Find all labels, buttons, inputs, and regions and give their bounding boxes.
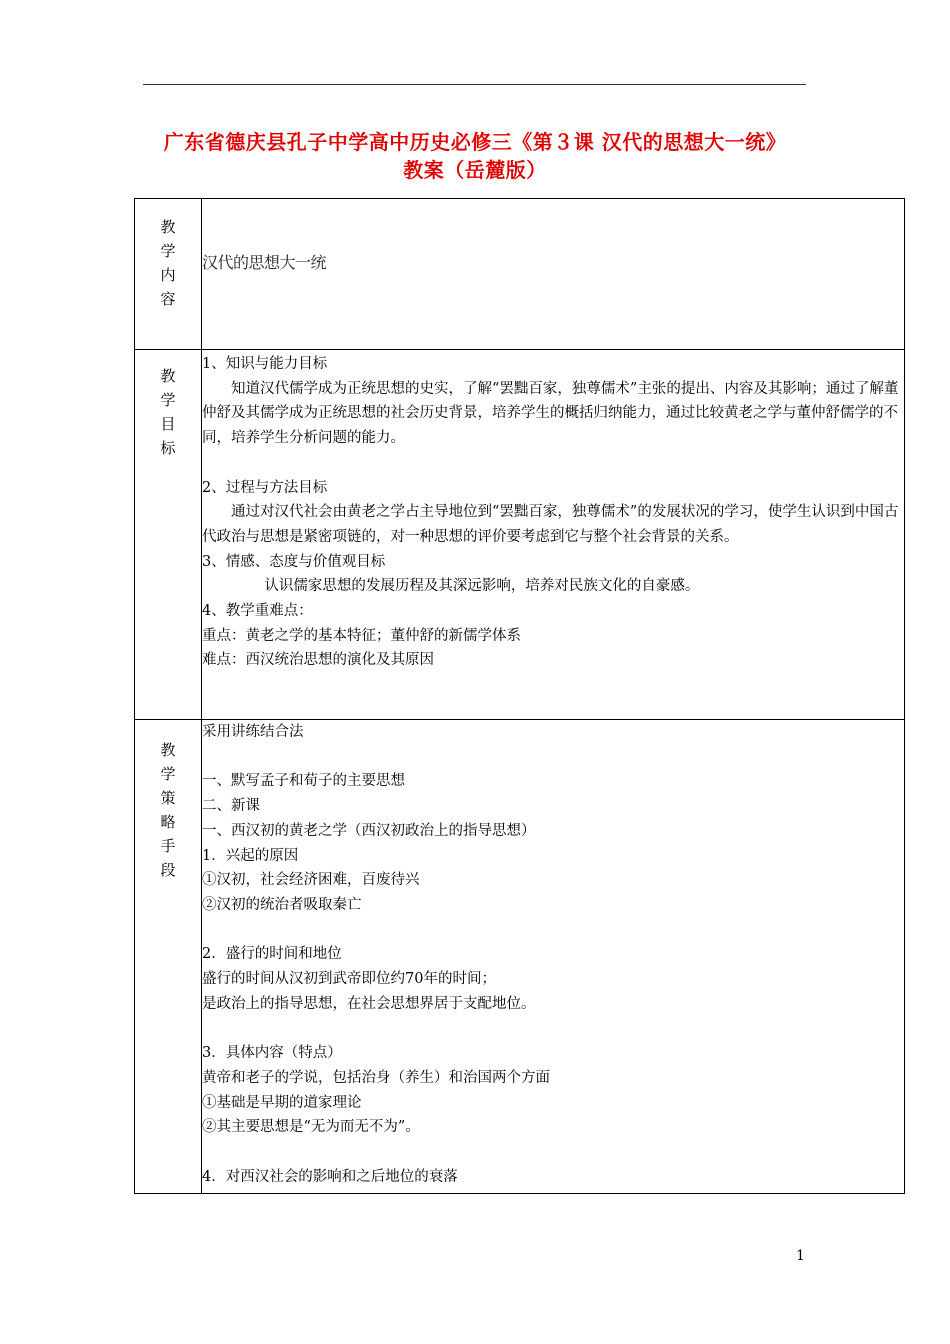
strategy-method: 采用讲练结合法 [202, 724, 304, 740]
strategy-point: 黄帝和老子的学说，包括治身（养生）和治国两个方面 [202, 1069, 550, 1086]
row-teaching-content [135, 199, 905, 350]
row-teaching-goals [135, 350, 905, 720]
strategy-subheading: 2．盛行的时间和地位 [202, 946, 342, 963]
goal-heading-process: 2、过程与方法目标 [202, 479, 328, 496]
label-char: 教 [160, 367, 176, 385]
document-title-line2: 教案（岳麓版） [403, 158, 547, 182]
strategy-point: ②汉初的统治者吸取秦亡 [202, 896, 362, 913]
label-char: 段 [160, 861, 176, 879]
strategy-point: 盛行的时间从汉初到武帝即位约70年的时间； [202, 971, 496, 987]
label-char: 手 [160, 837, 176, 855]
label-char: 标 [160, 439, 176, 457]
cell-teaching-strategy [202, 720, 905, 1194]
label-char: 容 [160, 290, 176, 308]
label-char: 内 [160, 266, 176, 284]
strategy-subheading: 1．兴起的原因 [202, 847, 299, 864]
cell-teaching-goals [202, 350, 905, 720]
label-teaching-strategy [135, 720, 202, 1194]
page-number: 1 [796, 1248, 805, 1264]
goal-process-text: 通过对汉代社会由黄老之学占主导地位到“罢黜百家，独尊儒术”的发展状况的学习，使学生认识到中国古代政治与思想是紧密项链的，对一种思想的评价要考虑到它与整个社会背景的关系。 [202, 504, 899, 545]
strategy-subheading: 3．具体内容（特点） [202, 1045, 342, 1062]
label-teaching-goals [135, 350, 202, 720]
label-char: 目 [160, 415, 176, 433]
goal-difficult-point: 难点：西汉统治思想的演化及其原因 [202, 652, 434, 669]
content-topic: 汉代的思想大一统 [202, 253, 327, 272]
goal-knowledge-text: 知道汉代儒学成为正统思想的史实，了解“罢黜百家，独尊儒术”主张的提出、内容及其影响；通过了解董仲舒及其儒学成为正统思想的社会历史背景，培养学生的概括归纳能力，通过比较黄老之学与董仲舒儒学的不同，培养学生分析问题的能力。 [202, 380, 899, 447]
strategy-point: ①基础是早期的道家理论 [202, 1094, 362, 1111]
strategy-point: ①汉初，社会经济困难，百废待兴 [202, 872, 420, 889]
label-teaching-content [135, 199, 202, 350]
goal-key-point: 重点：黄老之学的基本特征；董仲舒的新儒学体系 [202, 627, 521, 644]
label-char: 学 [160, 242, 176, 260]
goal-emotion-text: 认识儒家思想的发展历程及其深远影响，培养对民族文化的自豪感。 [264, 578, 700, 595]
row-teaching-strategy [135, 720, 905, 1194]
cell-teaching-content [202, 199, 905, 350]
strategy-step: 二、新课 [202, 798, 260, 815]
goal-heading-emotion: 3、情感、态度与价值观目标 [202, 553, 386, 570]
strategy-point: 是政治上的指导思想，在社会思想界居于支配地位。 [202, 995, 536, 1012]
strategy-step: 一、默写孟子和荀子的主要思想 [202, 773, 405, 790]
strategy-subheading: 4．对西汉社会的影响和之后地位的衰落 [202, 1168, 458, 1185]
document-title-line1: 广东省德庆县孔子中学高中历史必修三《第３课 汉代的思想大一统》 [163, 130, 787, 154]
goal-heading-knowledge: 1、知识与能力目标 [202, 356, 328, 372]
strategy-section-heading: 一、西汉初的黄老之学（西汉初政治上的指导思想） [202, 822, 536, 839]
label-char: 教 [160, 741, 176, 759]
lesson-plan-table [134, 198, 905, 1194]
header-rule [143, 84, 806, 85]
strategy-point: ②其主要思想是“无为而无不为”。 [202, 1119, 420, 1136]
label-char: 学 [160, 391, 176, 409]
label-char: 略 [160, 813, 176, 831]
goal-heading-keypoints: 4、教学重难点： [202, 603, 313, 620]
label-char: 策 [160, 789, 176, 807]
label-char: 学 [160, 765, 176, 783]
label-char: 教 [160, 218, 176, 236]
